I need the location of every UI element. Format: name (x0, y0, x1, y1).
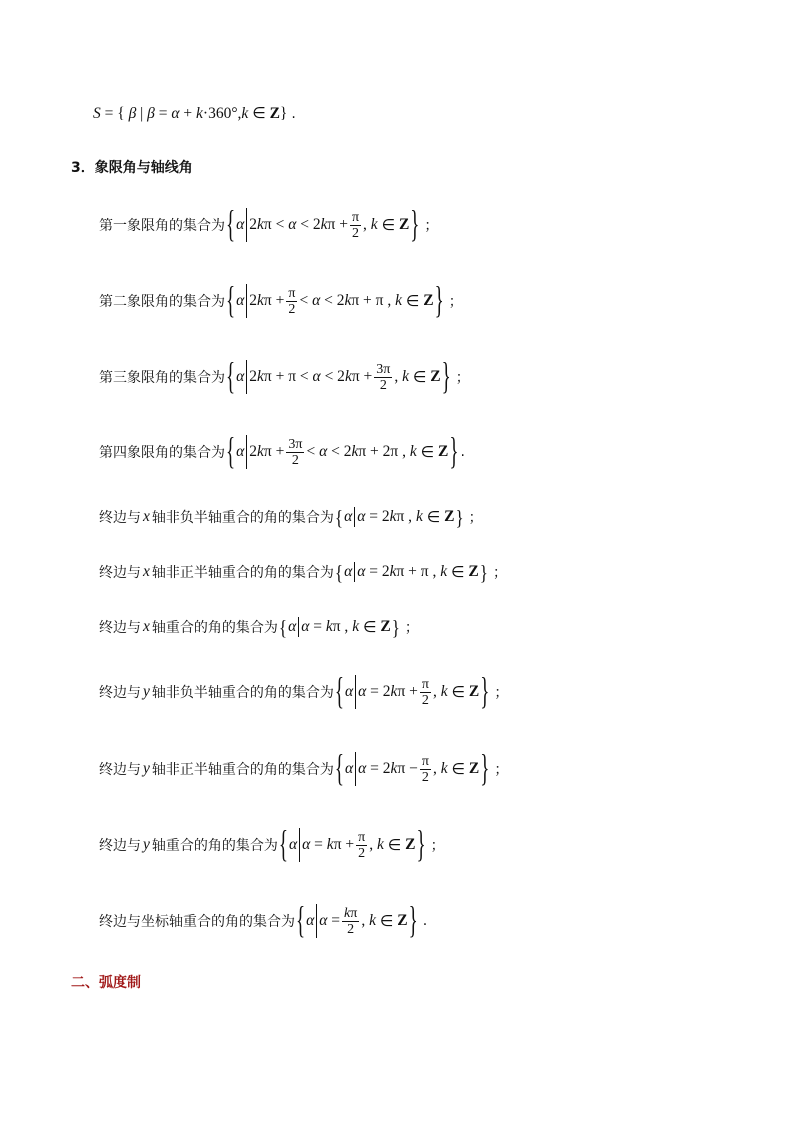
x-nonneg-punct: ； (468, 510, 483, 526)
y-nonpos-axis-var: y (143, 760, 150, 777)
y-axis-line: 终边与 y 轴重合的角的集合为 { α α = k π + $\frac{\pi}{2}$ , k ∈ Z } ； (99, 824, 445, 866)
y-nonpos-punct: ； (494, 762, 509, 778)
y-axis-pre: 终边与 (99, 838, 141, 854)
x-nonneg-axis-var: x (143, 508, 150, 525)
section-heading-3 (71, 157, 193, 177)
y-axis-post: 轴重合的角的集合为 (151, 838, 278, 854)
x-nonneg-post: 轴非负半轴重合的角的集合为 (151, 510, 334, 526)
coord-axis-label: 终边与坐标轴重合的角的集合为 (99, 914, 295, 930)
quadrant-2-label: 第二象限角的集合为 (99, 294, 225, 310)
section-3-title: 象限角与轴线角 (94, 160, 193, 176)
x-nonneg-pre: 终边与 (99, 510, 141, 526)
quadrant-2-punct: ； (448, 294, 463, 310)
y-nonpos-line: 终边与 y 轴非正半轴重合的角的集合为 { α α = 2 k π − $\frac{\pi}{2}$ , k ∈ Z } ； (99, 748, 509, 790)
x-nonneg-line: 终边与 x 轴非负半轴重合的角的集合为 { α α = 2 k π , k ∈ Z } ； (99, 505, 483, 529)
section-heading-radian: 二、弧度制 (71, 975, 141, 991)
x-axis-post: 轴重合的角的集合为 (151, 620, 278, 636)
x-nonpos-punct: ； (492, 565, 507, 581)
coord-axis-line: 终边与坐标轴重合的角的集合为 { α α = $\frac{k\pi}{2}$ , k ∈ Z } . (99, 900, 428, 942)
y-axis-punct: ； (430, 838, 445, 854)
quadrant-3-line: 第三象限角的集合为 { α 2 k π + π < α < 2 k π + $\frac{3\pi}{2}$ , k ∈ Z } ； (99, 356, 470, 398)
set-s-formula: S = { β | β = α + k ·360°, k ∈ Z } . (93, 104, 296, 122)
quadrant-1-line: 第一象限角的集合为 { α 2 k π < α < 2 k π + $\frac{\pi}{2}$ , k ∈ Z } ； (99, 204, 439, 246)
x-nonpos-axis-var: x (143, 563, 150, 580)
y-nonneg-axis-var: y (143, 683, 150, 700)
x-axis-pre: 终边与 (99, 620, 141, 636)
set-s-tail: . (291, 105, 296, 122)
y-nonneg-line: 终边与 y 轴非负半轴重合的角的集合为 { α α = 2 k π + $\frac{\pi}{2}$ , k ∈ Z } ； (99, 671, 509, 713)
y-nonneg-punct: ； (494, 685, 509, 701)
x-axis-axis-var: x (143, 618, 150, 635)
quadrant-3-punct: ； (455, 370, 470, 386)
coord-axis-punct: . (422, 913, 428, 929)
quadrant-2-line: 第二象限角的集合为 { α 2 k π + $\frac{\pi}{2}$ < α < 2 k π + π , k ∈ Z } ； (99, 280, 463, 322)
quadrant-4-line: 第四象限角的集合为 { α 2 k π + $\frac{3\pi}{2}$ < α < 2 k π + 2π , k ∈ Z } . (99, 431, 465, 473)
quadrant-4-label: 第四象限角的集合为 (99, 445, 225, 461)
y-nonpos-pre: 终边与 (99, 762, 141, 778)
quadrant-4-punct: . (460, 444, 465, 460)
x-axis-punct: ； (404, 620, 419, 636)
x-nonpos-pre: 终边与 (99, 565, 141, 581)
y-nonneg-pre: 终边与 (99, 685, 141, 701)
section-3-number: 3． (71, 160, 95, 176)
quadrant-3-label: 第三象限角的集合为 (99, 370, 225, 386)
y-nonpos-post: 轴非正半轴重合的角的集合为 (151, 762, 334, 778)
quadrant-1-label: 第一象限角的集合为 (99, 218, 225, 234)
quadrant-1-punct: ； (424, 218, 439, 234)
y-axis-axis-var: y (143, 836, 150, 853)
y-nonneg-post: 轴非负半轴重合的角的集合为 (151, 685, 334, 701)
x-nonpos-line: 终边与 x 轴非正半轴重合的角的集合为 { α α = 2 k π + π , k ∈ Z } ； (99, 560, 507, 584)
x-nonpos-post: 轴非正半轴重合的角的集合为 (151, 565, 334, 581)
x-axis-line: 终边与 x 轴重合的角的集合为 { α α = k π , k ∈ Z } ； (99, 615, 419, 639)
